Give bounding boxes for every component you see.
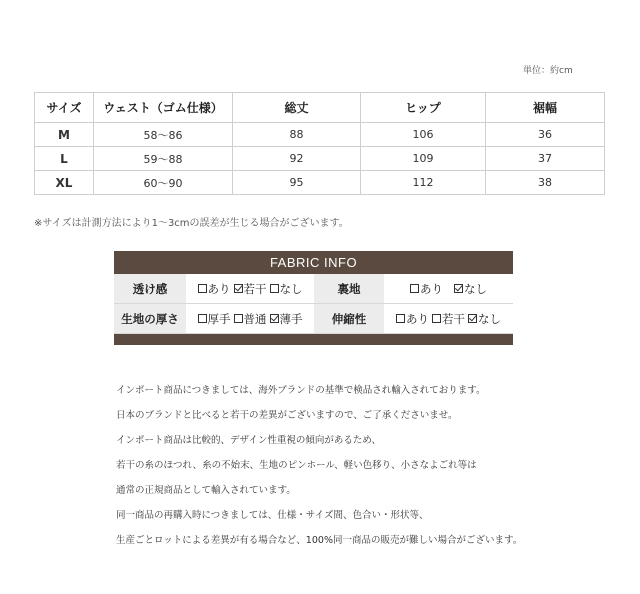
- checkbox-icon: [410, 284, 419, 293]
- length-cell: 92: [233, 147, 361, 171]
- stretch-option-yes: [396, 311, 429, 327]
- sheerness-option-none: [270, 281, 303, 297]
- sheerness-option-slight: [234, 281, 267, 297]
- checked-checkbox-icon: [468, 314, 477, 323]
- fabric-label-sheerness: 透け感: [114, 274, 186, 303]
- size-cell: XL: [35, 171, 94, 195]
- size-note: ※サイズは計測方法により1〜3cmの誤差が生じる場合がございます。: [34, 218, 349, 229]
- import-note-line: インポート商品につきましては、海外ブランドの基準で検品され輸入されております。: [116, 385, 486, 396]
- header-size: サイズ: [35, 93, 94, 123]
- option-label: あり: [207, 281, 231, 296]
- size-table-header-row: [35, 93, 605, 123]
- fabric-info-footer-bar: [114, 334, 513, 345]
- header-waist: ウェスト（ゴム仕様）: [94, 93, 233, 123]
- option-label: 若干: [243, 281, 267, 296]
- checked-checkbox-icon: [234, 284, 243, 293]
- hip-cell: 109: [361, 147, 486, 171]
- size-cell: L: [35, 147, 94, 171]
- waist-cell: 59〜88: [94, 147, 233, 171]
- sheerness-option-yes: [198, 281, 231, 297]
- length-cell: 88: [233, 123, 361, 147]
- length-cell: 95: [233, 171, 361, 195]
- option-label: 普通: [243, 311, 267, 326]
- option-label: 厚手: [207, 311, 231, 326]
- waist-cell: 58〜86: [94, 123, 233, 147]
- option-label: なし: [478, 311, 501, 326]
- size-table: [34, 92, 605, 195]
- checkbox-icon: [198, 314, 207, 323]
- hem-cell: 36: [486, 123, 605, 147]
- option-label: あり: [420, 281, 443, 296]
- stretch-options: [384, 304, 513, 333]
- thickness-option-thin: [270, 311, 303, 327]
- table-row: [35, 171, 605, 195]
- stretch-option-none: [468, 311, 501, 327]
- import-notes: [116, 384, 522, 559]
- fabric-label-stretch: 伸縮性: [314, 304, 384, 333]
- option-label: なし: [279, 281, 303, 296]
- lining-option-yes: [410, 281, 443, 297]
- import-note-line: 生産ごとロットによる差異が有る場合など、100%同一商品の販売が難しい場合がございます。: [116, 535, 523, 546]
- fabric-info-title: FABRIC INFO: [114, 251, 513, 274]
- option-label: 若干: [442, 311, 465, 326]
- sheerness-options: [186, 274, 314, 303]
- checkbox-icon: [234, 314, 243, 323]
- lining-option-none: [454, 281, 487, 297]
- hem-cell: 38: [486, 171, 605, 195]
- checkbox-icon: [432, 314, 441, 323]
- option-label: 薄手: [279, 311, 303, 326]
- checkbox-icon: [270, 284, 279, 293]
- checked-checkbox-icon: [454, 284, 463, 293]
- import-note-line: 通常の正規商品として輸入されています。: [116, 485, 296, 496]
- hip-cell: 112: [361, 171, 486, 195]
- unit-label: 単位：約cm: [523, 66, 573, 76]
- option-label: あり: [406, 311, 429, 326]
- import-note-line: インポート商品は比較的、デザイン性重視の傾向があるため、: [116, 435, 381, 446]
- thickness-options: [186, 304, 314, 333]
- import-note-line: 若干の糸のほつれ、糸の不始末、生地のピンホール、軽い色移り、小さなよごれ等は: [116, 460, 477, 471]
- fabric-label-lining: 裏地: [314, 274, 384, 303]
- table-row: [35, 147, 605, 171]
- size-cell: M: [35, 123, 94, 147]
- hip-cell: 106: [361, 123, 486, 147]
- checkbox-icon: [396, 314, 405, 323]
- header-length: 総丈: [233, 93, 361, 123]
- fabric-row-thickness: [114, 304, 513, 334]
- thickness-option-normal: [234, 311, 267, 327]
- lining-options: [384, 274, 513, 303]
- fabric-row-sheerness: [114, 274, 513, 304]
- header-hem: 裾幅: [486, 93, 605, 123]
- import-note-line: 日本のブランドと比べると若干の差異がございますので、ご了承くださいませ。: [116, 410, 458, 421]
- fabric-label-thickness: 生地の厚さ: [114, 304, 186, 333]
- checkbox-icon: [198, 284, 207, 293]
- waist-cell: 60〜90: [94, 171, 233, 195]
- checked-checkbox-icon: [270, 314, 279, 323]
- option-label: なし: [464, 281, 487, 296]
- fabric-info-panel: [114, 251, 513, 345]
- thickness-option-thick: [198, 311, 231, 327]
- table-row: [35, 123, 605, 147]
- hem-cell: 37: [486, 147, 605, 171]
- header-hip: ヒップ: [361, 93, 486, 123]
- stretch-option-slight: [432, 311, 465, 327]
- import-note-line: 同一商品の再購入時につきましては、仕様・サイズ間、色合い・形状等、: [116, 510, 429, 521]
